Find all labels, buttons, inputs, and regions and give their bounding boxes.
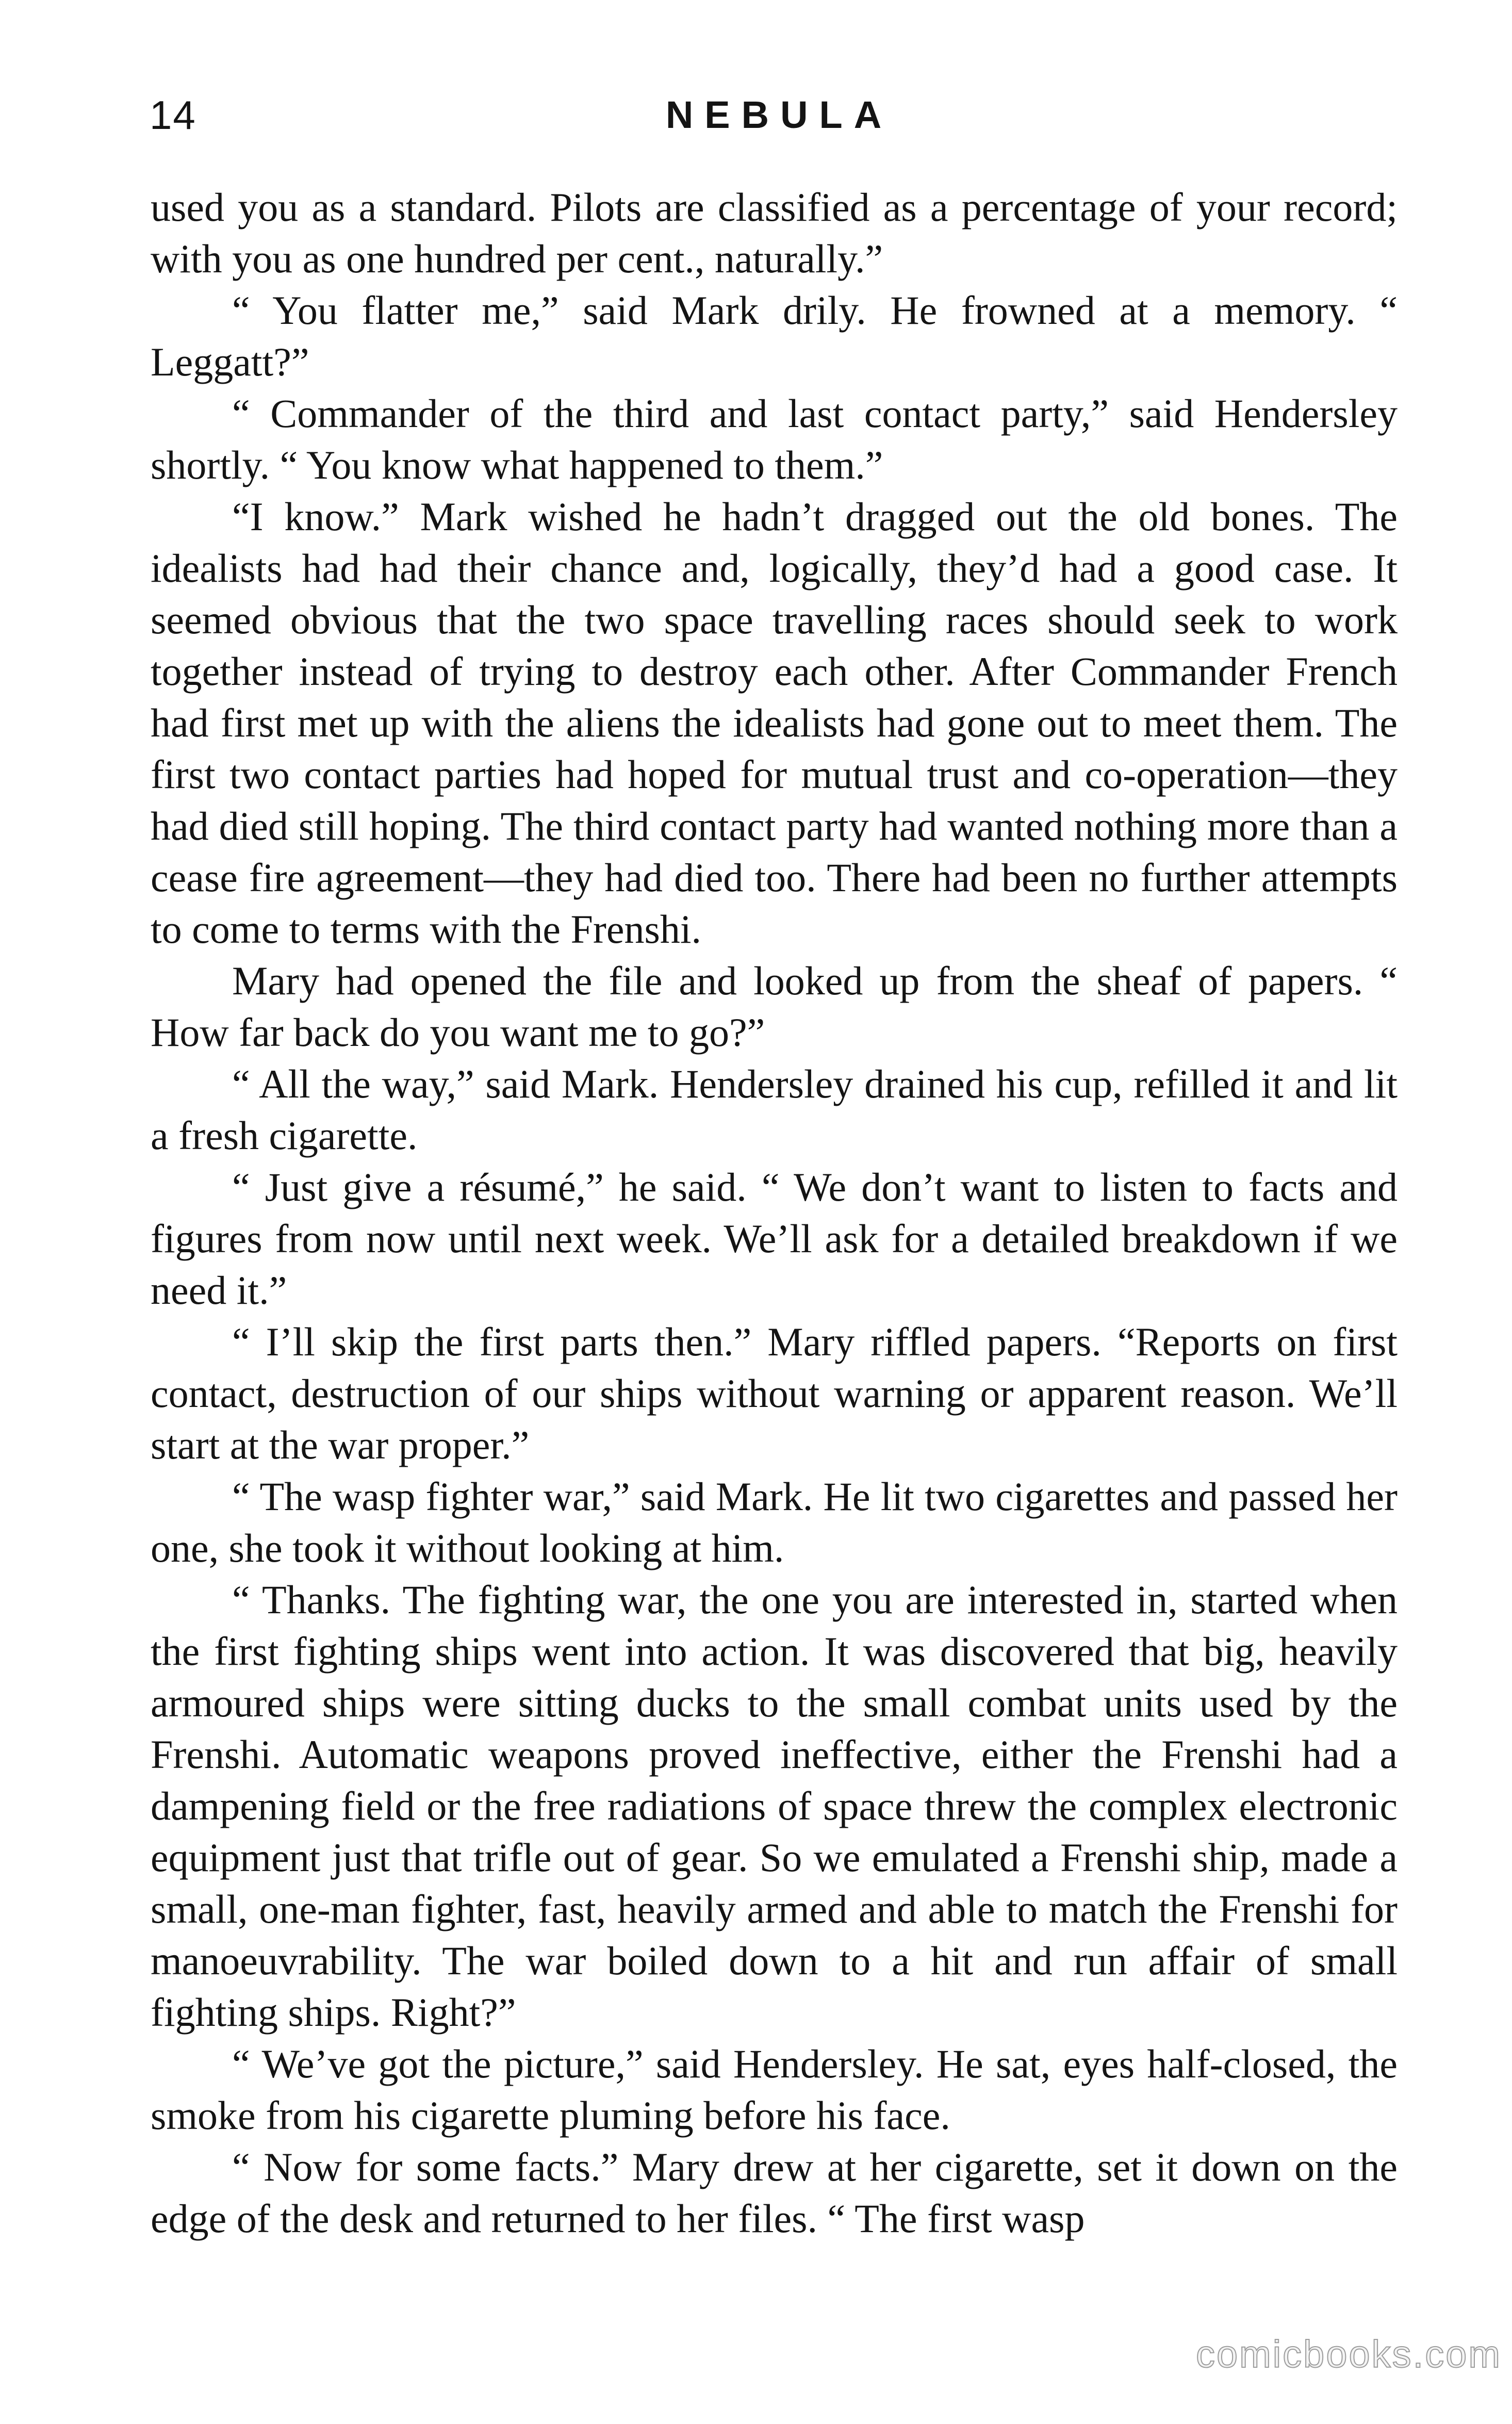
page-number: 14 (150, 92, 196, 138)
paragraph-continuation: used you as a standard. Pilots are classified as a percentage of your record; with you as one hundred per cent., naturally.” (151, 185, 1398, 281)
paragraph: “ You flatter me,” said Mark drily. He frowned at a memory. “ Leggatt?” (151, 288, 1398, 384)
paragraph: “ I’ll skip the first parts then.” Mary riffled papers. “Reports on first contact, destruction of our ships without warning or apparent reason. We’ll start at the war proper.” (151, 1319, 1398, 1467)
running-title: NEBULA (665, 93, 893, 136)
body-text (151, 182, 1398, 2245)
paragraph: “ Just give a résumé,” he said. “ We don’t want to listen to facts and figures from now until next week. We’ll ask for a detailed breakdown if we need it.” (151, 1165, 1398, 1313)
paragraph: “ Commander of the third and last contact party,” said Hendersley shortly. “ You know what happened to them.” (151, 391, 1398, 487)
paragraph: “ The wasp fighter war,” said Mark. He lit two cigarettes and passed her one, she took it without looking at him. (151, 1474, 1398, 1570)
paragraph: “ Thanks. The fighting war, the one you are interested in, started when the first fighting ships went into action. It was discovered that big, heavily armoured ships were sitting ducks to the small combat units used by the Frenshi. Automatic weapons proved ineffective, either the Frenshi had a dampening field or the free radiations of space threw the complex electronic equipment just that trifle out of gear. So we emulated a Frenshi ship, made a small, one-man fighter, fast, heavily armed and able to match the Frenshi for manoeuvrability. The war boiled down to a hit and run affair of small fighting ships. Right?” (151, 1577, 1398, 2035)
paragraph: Mary had opened the file and looked up from the sheaf of papers. “ How far back do you want me to go?” (151, 958, 1398, 1055)
paragraph: “ We’ve got the picture,” said Hendersley. He sat, eyes half-closed, the smoke from his cigarette pluming before his face. (151, 2041, 1398, 2138)
running-head (150, 87, 1398, 143)
paragraph: “ Now for some facts.” Mary drew at her cigarette, set it down on the edge of the desk and returned to her files. “ The first wasp (151, 2144, 1398, 2241)
paragraph: “I know.” Mark wished he hadn’t dragged out the old bones. The idealists had had their chance and, logically, they’d had a good case. It seemed obvious that the two space travelling races should seek to work together instead of trying to destroy each other. After Commander French had first met up with the aliens the idealists had gone out to meet them. The first two contact parties had hoped for mutual trust and co-operation—they had died still hoping. The third contact party had wanted nothing more than a cease fire agreement—they had died too. There had been no further attempts to come to terms with the Frenshi. (151, 494, 1398, 952)
watermark: comicbooks.com (1195, 2333, 1502, 2376)
paragraph: “ All the way,” said Mark. Hendersley drained his cup, refilled it and lit a fresh cigarette. (151, 1061, 1398, 1158)
